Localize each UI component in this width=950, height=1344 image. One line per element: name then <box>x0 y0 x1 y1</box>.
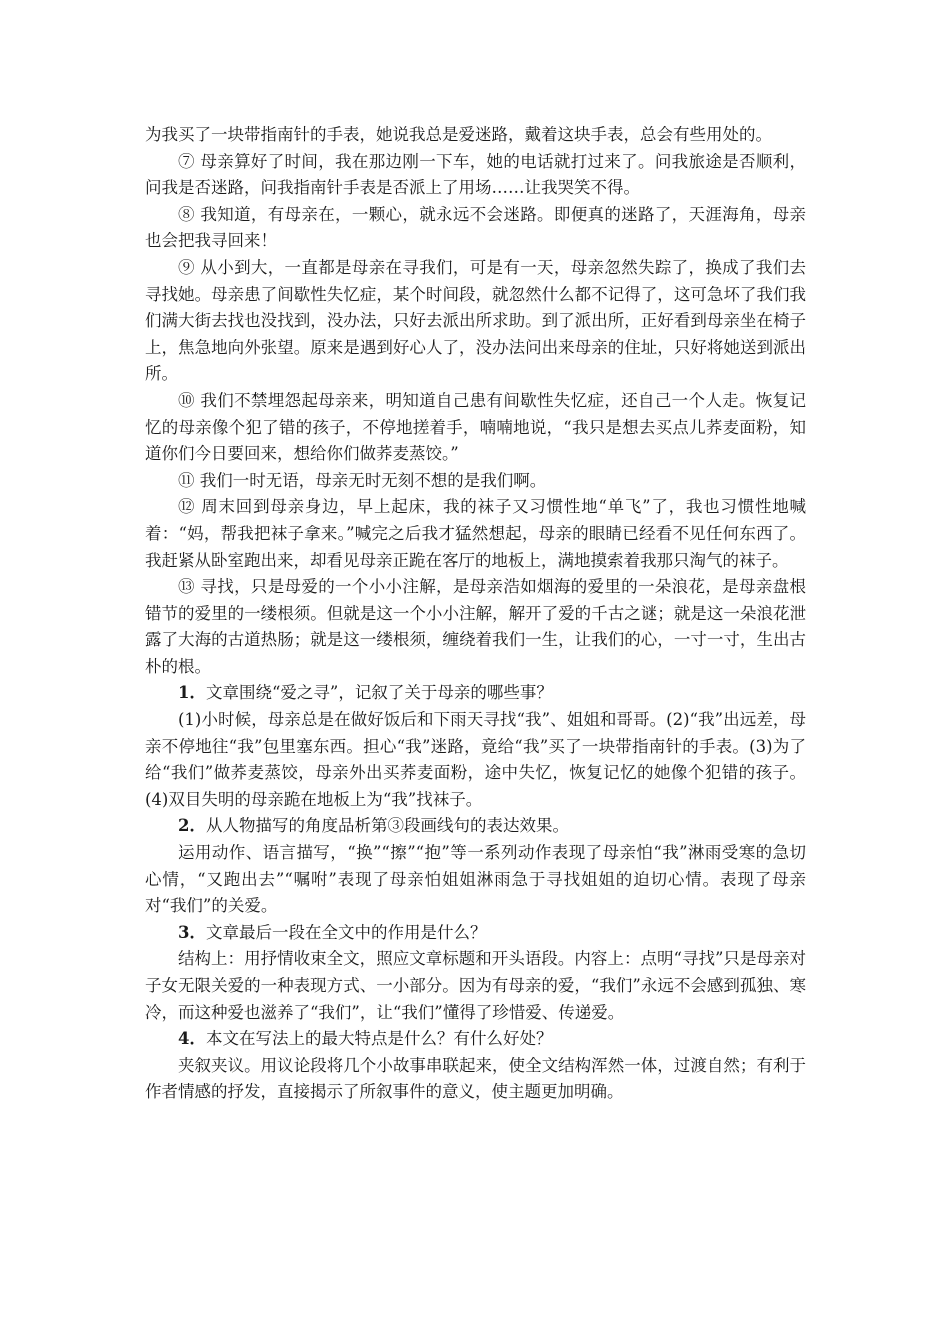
question-2 <box>145 813 806 840</box>
question-text: 文章围绕“爱之寻”，记叙了关于母亲的哪些事？ <box>205 683 553 703</box>
question-1 <box>145 680 806 707</box>
question-3 <box>145 920 806 947</box>
document-page <box>145 122 806 1106</box>
paragraph-12: ⑫ 周末回到母亲身边，早上起床，我的袜子又习惯性地“单飞”了，我也习惯性地喊着：“妈，帮我把袜子拿来。”喊完之后我才猛然想起，母亲的眼睛已经看不见任何东西了。我赶紧从卧室跑出来，却看见母亲正跪在客厅的地板上，满地摸索着我那只淘气的袜子。 <box>145 497 806 570</box>
question-number: 4． <box>178 1029 206 1049</box>
paragraph-7: ⑦ 母亲算好了时间，我在那边刚一下车，她的电话就打过来了。问我旅途是否顺利，问我是否迷路，问我指南针手表是否派上了用场……让我哭笑不得。 <box>145 151 806 198</box>
answer-1: (1)小时候，母亲总是在做好饭后和下雨天寻找“我”、姐姐和哥哥。(2)“我”出远差，母亲不停地往“我”包里塞东西。担心“我”迷路，竟给“我”买了一块带指南针的手表。(3)为了给“我们”做荞麦蒸饺，母亲外出买荞麦面粉，途中失忆，恢复记忆的她像个犯错的孩子。(4)双目失明的母亲跪在地板上为“我”找袜子。 <box>145 710 806 809</box>
question-text: 文章最后一段在全文中的作用是什么？ <box>205 922 487 942</box>
paragraph-8: ⑧ 我知道，有母亲在，一颗心，就永远不会迷路。即便真的迷路了，天涯海角，母亲也会把我寻回来！ <box>145 204 806 251</box>
answer-3: 结构上：用抒情收束全文，照应文章标题和开头语段。内容上：点明“寻找”只是母亲对子女无限关爱的一种表现方式、一小部分。因为有母亲的爱，“我们”永远不会感到孤独、寒冷，而这种爱也滋养了“我们”，让“我们”懂得了珍惜爱、传递爱。 <box>145 949 806 1022</box>
paragraph-10: ⑩ 我们不禁埋怨起母亲来，明知道自己患有间歇性失忆症，还自己一个人走。恢复记忆的母亲像个犯了错的孩子，不停地搓着手，喃喃地说，“我只是想去买点儿荞麦面粉，知道你们今日要回来，想给你们做荞麦蒸饺。” <box>145 390 806 464</box>
question-4 <box>145 1026 806 1053</box>
question-text: 从人物描写的角度品析第③段画线句的表达效果。 <box>205 816 569 836</box>
question-number: 1． <box>178 683 206 703</box>
answer-4: 夹叙夹议。用议论段将几个小故事串联起来，使全文结构浑然一体，过渡自然；有利于作者情感的抒发，直接揭示了所叙事件的意义，使主题更加明确。 <box>145 1055 806 1102</box>
question-number: 3． <box>178 922 206 942</box>
paragraph-11: ⑪ 我们一时无语，母亲无时无刻不想的是我们啊。 <box>178 470 547 490</box>
question-number: 2． <box>178 816 206 836</box>
paragraph-13: ⑬ 寻找，只是母爱的一个小小注解，是母亲浩如烟海的爱里的一朵浪花，是母亲盘根错节的爱里的一缕根须。但就是这一个小小注解，解开了爱的千古之谜；就是这一朵浪花泄露了大海的古道热肠；就是这一缕根须，缠绕着我们一生，让我们的心，一寸一寸，生出古朴的根。 <box>145 577 806 676</box>
paragraph-9: ⑨ 从小到大，一直都是母亲在寻我们，可是有一天，母亲忽然失踪了，换成了我们去寻找她。母亲患了间歇性失忆症，某个时间段，就忽然什么都不记得了，这可急坏了我们我们满大街去找也没找到，没办法，只好去派出所求助。到了派出所，正好看到母亲坐在椅子上，焦急地向外张望。原来是遇到好心人了，没办法问出来母亲的住址，只好将她送到派出所。 <box>145 257 806 384</box>
question-text: 本文在写法上的最大特点是什么？有什么好处？ <box>205 1029 553 1049</box>
paragraph-6-continuation: 为我买了一块带指南针的手表，她说我总是爱迷路，戴着这块手表，总会有些用处的。 <box>145 125 772 144</box>
answer-2: 运用动作、语言描写，“换”“擦”“抱”等一系列动作表现了母亲怕“我”淋雨受寒的急切心情，“又跑出去”“嘱咐”表现了母亲怕姐姐淋雨急于寻找姐姐的迫切心情。表现了母亲对“我们”的关爱。 <box>145 843 806 916</box>
